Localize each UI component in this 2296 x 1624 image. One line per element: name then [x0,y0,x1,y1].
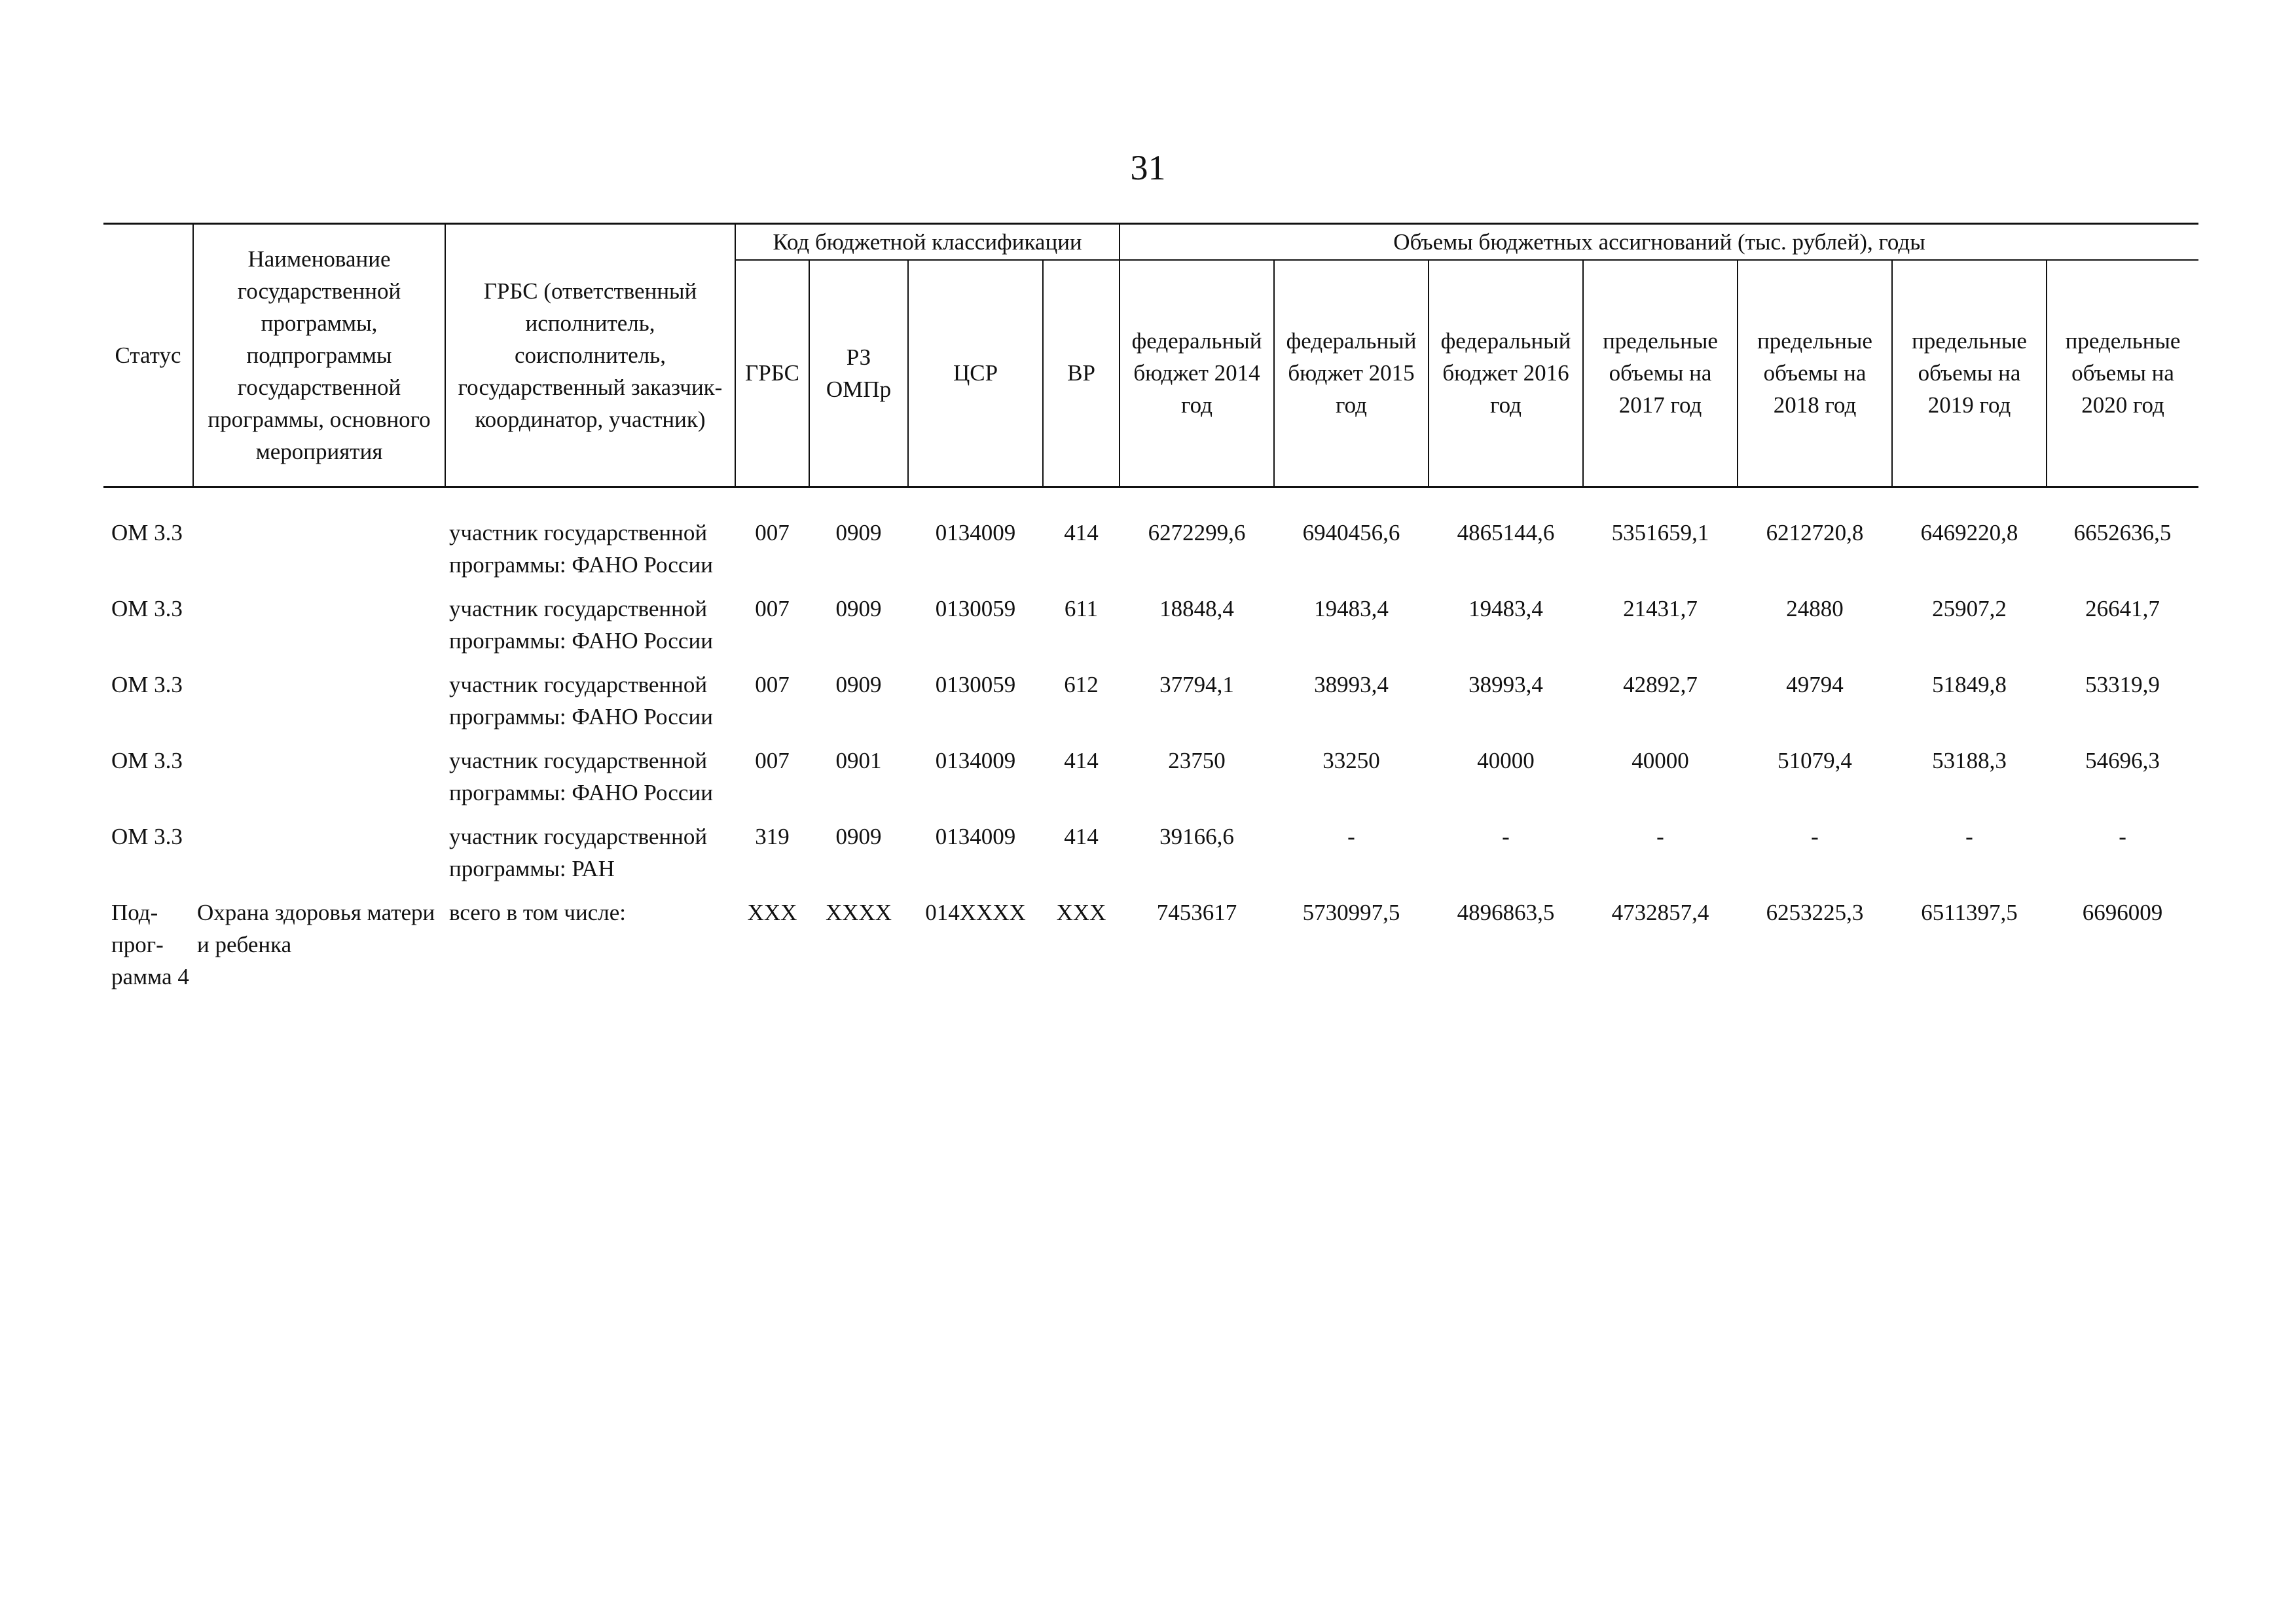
row-value-2017: - [1656,823,1664,849]
row-value-2014: 23750 [1168,747,1226,773]
row-grbs: 007 [755,519,790,545]
row-participant: участник государственной программы: ФАНО России [449,595,713,654]
row-csr: 0134009 [935,747,1016,773]
header-year-2014: федеральный бюджет 2014 год [1120,260,1274,487]
page-number: 31 [1130,148,1166,187]
row-value-2014: 39166,6 [1159,823,1234,849]
row-value-2016: 38993,4 [1468,671,1543,697]
row-vr: 414 [1064,823,1099,849]
row-csr: 0134009 [935,823,1016,849]
row-value-2014: 37794,1 [1159,671,1234,697]
row-vr: 611 [1064,595,1099,621]
row-status: ОМ 3.3 [111,823,183,849]
row-participant: участник государственной программы: РАН [449,823,708,881]
header-year-2019: предельные объемы на 2019 год [1892,260,2047,487]
row-value-2020: 53319,9 [2085,671,2160,697]
row-value-2019: 53188,3 [1932,747,2007,773]
row-value-2015: 6940456,6 [1302,519,1400,545]
row-value-2018: - [1811,823,1819,849]
header-rz-ompr: РЗ ОМПр [809,260,908,487]
row-csr: 0130059 [935,595,1016,621]
table-row [103,669,2198,745]
row-value-2019: 51849,8 [1932,671,2007,697]
row-value-2020: 26641,7 [2085,595,2160,621]
row-value-2017: 21431,7 [1623,595,1698,621]
row-rz: XXXX [825,899,892,925]
row-value-2015: 38993,4 [1314,671,1389,697]
table-row [103,821,2198,896]
row-program-name [193,669,445,745]
header-program-name: Наименование государственной программы, подпрограммы государственной программы, основного мероприятия [193,224,445,487]
row-participant: участник государственной программы: ФАНО России [449,671,713,729]
row-participant: всего в том числе: [449,899,626,925]
header-budget-volume-group: Объемы бюджетных ассигнований (тыс. рублей), годы [1120,224,2198,261]
row-grbs: 007 [755,671,790,697]
row-value-2020: 6652636,5 [2073,519,2172,545]
row-value-2016: - [1502,823,1510,849]
row-program-name [193,517,445,593]
header-grbs-role: ГРБС (ответственный исполнитель, соисполнитель, государственный заказчик-координатор, участник) [445,224,735,487]
row-value-2016: 4896863,5 [1457,899,1555,925]
row-status: ОМ 3.3 [111,747,183,773]
row-grbs: 007 [755,595,790,621]
row-value-2015: 19483,4 [1314,595,1389,621]
row-program-name [193,821,445,896]
row-rz: 0909 [835,595,882,621]
row-program-name [193,593,445,669]
row-csr: 0130059 [935,671,1016,697]
row-vr: 414 [1064,747,1099,773]
row-value-2020: - [2119,823,2126,849]
header-year-2020: предельные объемы на 2020 год [2047,260,2198,487]
row-value-2018: 6253225,3 [1766,899,1864,925]
row-rz: 0909 [835,519,882,545]
header-grbs: ГРБС [735,260,809,487]
row-program-name [193,745,445,821]
row-csr: 014XXXX [925,899,1026,925]
row-participant: участник государственной программы: ФАНО России [449,747,713,805]
row-value-2019: 6511397,5 [1921,899,2018,925]
row-csr: 0134009 [935,519,1016,545]
table-row [103,593,2198,669]
row-value-2017: 4732857,4 [1611,899,1709,925]
row-value-2017: 42892,7 [1623,671,1698,697]
row-value-2018: 6212720,8 [1766,519,1864,545]
row-rz: 0909 [835,823,882,849]
row-vr: XXX [1056,899,1106,925]
row-value-2017: 40000 [1631,747,1689,773]
row-value-2017: 5351659,1 [1611,519,1709,545]
header-year-2018: предельные объемы на 2018 год [1738,260,1892,487]
row-program-name: Охрана здоровья матери и ребенка [197,899,435,957]
row-rz: 0909 [835,671,882,697]
header-year-2015: федеральный бюджет 2015 год [1274,260,1429,487]
header-status: Статус [103,224,193,487]
table-row [103,517,2198,593]
row-participant: участник государственной программы: ФАНО России [449,519,713,578]
header-vr: ВР [1043,260,1120,487]
row-value-2014: 18848,4 [1159,595,1234,621]
row-value-2014: 6272299,6 [1148,519,1246,545]
row-grbs: 319 [755,823,790,849]
row-vr: 612 [1064,671,1099,697]
row-grbs: 007 [755,747,790,773]
header-year-2017: предельные объемы на 2017 год [1583,260,1738,487]
row-grbs: XXX [747,899,797,925]
header-budget-code-group: Код бюджетной классификации [735,224,1120,261]
row-value-2018: 24880 [1786,595,1844,621]
row-status: ОМ 3.3 [111,595,183,621]
row-status: ОМ 3.3 [111,671,183,697]
row-value-2020: 54696,3 [2085,747,2160,773]
table-row [103,745,2198,821]
row-value-2015: 5730997,5 [1302,899,1400,925]
budget-table [103,223,2198,1005]
row-value-2019: 6469220,8 [1920,519,2018,545]
row-value-2016: 4865144,6 [1457,519,1555,545]
row-value-2018: 51079,4 [1777,747,1852,773]
row-value-2014: 7453617 [1156,899,1237,925]
header-csr: ЦСР [908,260,1043,487]
row-value-2018: 49794 [1786,671,1844,697]
row-value-2019: - [1965,823,1973,849]
row-value-2020: 6696009 [2082,899,2163,925]
row-value-2015: 33250 [1322,747,1380,773]
row-rz: 0901 [835,747,882,773]
row-status: Под-прог-рамма 4 [111,899,189,989]
row-value-2015: - [1347,823,1355,849]
row-value-2019: 25907,2 [1932,595,2007,621]
table-row [103,896,2198,1005]
row-status: ОМ 3.3 [111,519,183,545]
row-value-2016: 19483,4 [1468,595,1543,621]
header-year-2016: федеральный бюджет 2016 год [1429,260,1583,487]
row-vr: 414 [1064,519,1099,545]
row-value-2016: 40000 [1477,747,1535,773]
